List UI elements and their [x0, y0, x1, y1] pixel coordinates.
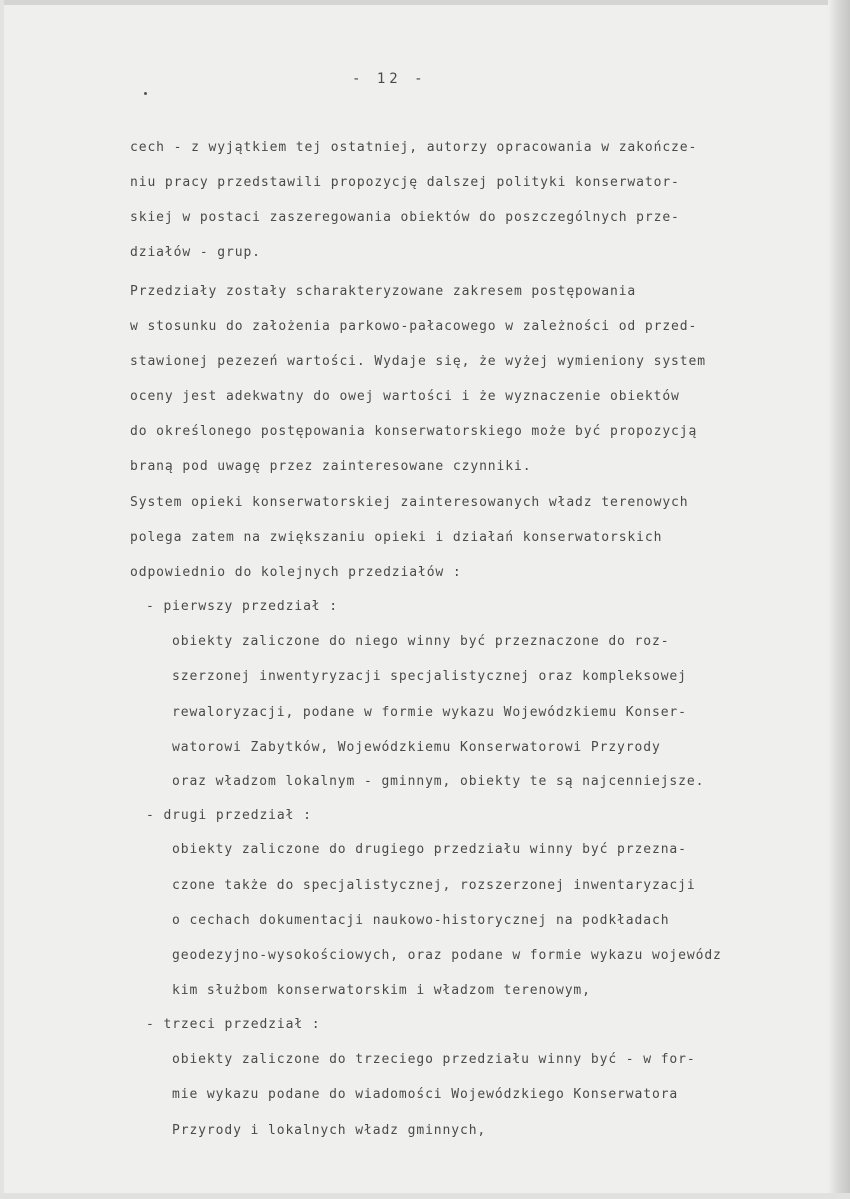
- text-line: kim służbom konserwatorskim i władzom terenowym,: [172, 983, 591, 998]
- page-number: - 12 -: [352, 71, 427, 87]
- scan-edge-top: [0, 0, 850, 5]
- text-line: obiekty zaliczone do drugiego przedziału winny być przezna-: [172, 842, 687, 857]
- scan-edge-right: [828, 0, 850, 1199]
- list-item-marker: - pierwszy przedział :: [146, 599, 338, 614]
- text-line: stawionej pezezeń wartości. Wydaje się, że wyżej wymieniony system: [130, 354, 706, 369]
- text-line: w stosunku do założenia parkowo-pałacowego w zależności od przed-: [130, 319, 698, 334]
- ink-speck: [144, 92, 147, 95]
- list-item-marker: - drugi przedział :: [146, 808, 312, 823]
- text-line: watorowi Zabytków, Wojewódzkiemu Konserwatorowi Przyrody: [172, 740, 661, 755]
- text-line: System opieki konserwatorskiej zainteresowanych władz terenowych: [130, 495, 689, 510]
- text-line: obiekty zaliczone do niego winny być przeznaczone do roz-: [172, 634, 670, 649]
- text-line: cech - z wyjątkiem tej ostatniej, autorzy opracowania w zakończe-: [130, 140, 698, 155]
- text-line: polega zatem na zwiększaniu opieki i działań konserwatorskich: [130, 530, 663, 545]
- text-line: czone także do specjalistycznej, rozszerzonej inwentaryzacji: [172, 878, 696, 893]
- text-line: skiej w postaci zaszeregowania obiektów do poszczególnych prze-: [130, 210, 680, 225]
- text-line: geodezyjno-wysokościowych, oraz podane w formie wykazu wojewódz: [172, 948, 722, 963]
- text-line: oceny jest adekwatny do owej wartości i że wyznaczenie obiektów: [130, 389, 680, 404]
- list-item-marker: - trzeci przedział :: [146, 1017, 321, 1032]
- text-line: działów - grup.: [130, 245, 261, 260]
- text-line: oraz władzom lokalnym - gminnym, obiekty te są najcenniejsze.: [172, 774, 705, 789]
- text-line: do określonego postępowania konserwatorskiego może być propozycją: [130, 424, 698, 439]
- text-line: Przedziały zostały scharakteryzowane zakresem postępowania: [130, 284, 637, 299]
- text-line: o cechach dokumentacji naukowo-historycznej na podkładach: [172, 913, 670, 928]
- text-line: szerzonej inwentyryzacji specjalistycznej oraz kompleksowej: [172, 669, 687, 684]
- scan-edge-left: [0, 0, 4, 1199]
- text-line: rewaloryzacji, podane w formie wykazu Wojewódzkiemu Konser-: [172, 705, 687, 720]
- text-line: mie wykazu podane do wiadomości Wojewódzkiego Konserwatora: [172, 1087, 679, 1102]
- scan-edge-bottom: [0, 1193, 850, 1199]
- text-line: braną pod uwagę przez zainteresowane czynniki.: [130, 459, 532, 474]
- text-line: odpowiednio do kolejnych przedziałów :: [130, 565, 462, 580]
- text-line: Przyrody i lokalnych władz gminnych,: [172, 1123, 487, 1138]
- text-line: niu pracy przedstawili propozycję dalszej polityki konserwator-: [130, 175, 680, 190]
- text-line: obiekty zaliczone do trzeciego przedziału winny być - w for-: [172, 1052, 696, 1067]
